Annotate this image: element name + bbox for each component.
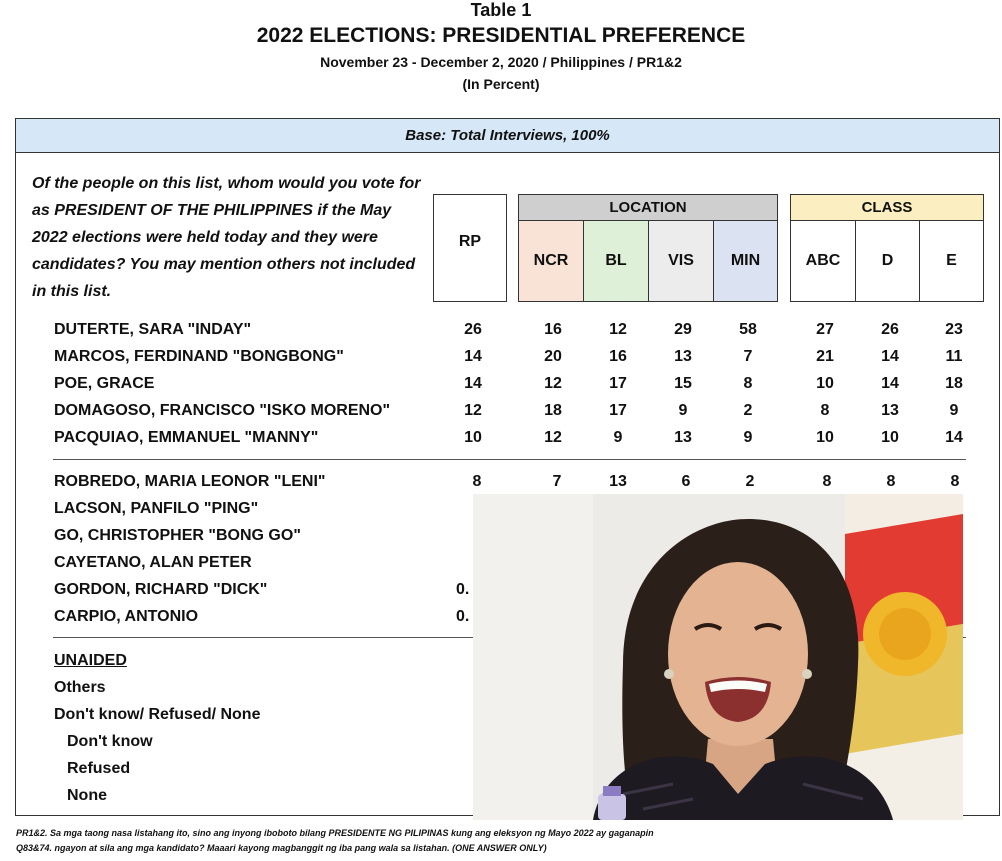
candidate-name: GO, CHRISTOPHER "BONG GO" bbox=[54, 527, 301, 544]
table-row bbox=[0, 397, 1002, 424]
value-min: 8 bbox=[743, 375, 753, 392]
value-vis: 15 bbox=[674, 375, 692, 392]
value-abc: 10 bbox=[816, 429, 834, 446]
footnote-line-2: Q83&74. ngayon at sila ang mga kandidato? Maaari kayong magbanggit ng iba pang wala sa listahan. (ONE ANSWER ONLY) bbox=[16, 843, 547, 853]
candidate-name: POE, GRACE bbox=[54, 375, 155, 392]
table-row bbox=[0, 316, 1002, 343]
candidate-photo bbox=[473, 494, 963, 820]
candidate-name: DUTERTE, SARA "INDAY" bbox=[54, 321, 252, 338]
value-ncr: 20 bbox=[544, 348, 562, 365]
candidate-name: GORDON, RICHARD "DICK" bbox=[54, 581, 268, 598]
value-min: 58 bbox=[739, 321, 757, 338]
value-bl: 17 bbox=[609, 375, 627, 392]
value-vis: 13 bbox=[674, 429, 692, 446]
value-min: 9 bbox=[743, 429, 753, 446]
none-label: None bbox=[67, 787, 107, 804]
value-bl: 13 bbox=[609, 473, 627, 490]
value-rp: 14 bbox=[464, 375, 482, 392]
table-row bbox=[0, 343, 1002, 370]
value-e: 11 bbox=[945, 348, 963, 365]
value-rp: 26 bbox=[464, 321, 482, 338]
candidate-name: CAYETANO, ALAN PETER bbox=[54, 554, 252, 571]
value-min: 2 bbox=[743, 402, 753, 419]
dk-group-label: Don't know/ Refused/ None bbox=[54, 706, 261, 723]
refused-label: Refused bbox=[67, 760, 131, 777]
col-header-d: D bbox=[855, 220, 920, 302]
value-d: 26 bbox=[881, 321, 899, 338]
value-min: 7 bbox=[743, 348, 753, 365]
value-abc: 8 bbox=[820, 402, 830, 419]
value-ncr: 12 bbox=[544, 429, 562, 446]
value-e: 14 bbox=[945, 429, 963, 446]
value-rp-partial: 0. bbox=[456, 581, 470, 598]
footnote-line-1: PR1&2. Sa mga taong nasa listahang ito, sino ang inyong iboboto bilang PRESIDENTE NG PILIPINAS kung ang eleksyon ng Mayo 2022 ay gaganapin bbox=[16, 828, 654, 838]
value-rp: 14 bbox=[464, 348, 482, 365]
value-bl: 16 bbox=[609, 348, 627, 365]
table-subtitle: November 23 - December 2, 2020 / Philippines / PR1&2 bbox=[320, 54, 682, 70]
value-vis: 29 bbox=[674, 321, 692, 338]
value-e: 23 bbox=[945, 321, 963, 338]
candidate-name: MARCOS, FERDINAND "BONGBONG" bbox=[54, 348, 344, 365]
value-e: 8 bbox=[950, 473, 960, 490]
table-number: Table 1 bbox=[470, 0, 532, 20]
col-header-rp-label: RP bbox=[458, 233, 482, 250]
value-abc: 10 bbox=[816, 375, 834, 392]
value-bl: 12 bbox=[609, 321, 627, 338]
col-header-rp bbox=[433, 194, 507, 302]
col-header-e: E bbox=[919, 220, 984, 302]
value-vis: 13 bbox=[674, 348, 692, 365]
col-header-abc: ABC bbox=[790, 220, 856, 302]
col-header-min: MIN bbox=[713, 220, 778, 302]
value-d: 14 bbox=[881, 375, 899, 392]
candidate-photo-illustration bbox=[473, 494, 963, 820]
col-header-vis: VIS bbox=[648, 220, 714, 302]
value-min: 2 bbox=[745, 473, 755, 490]
value-vis: 9 bbox=[678, 402, 688, 419]
col-header-ncr: NCR bbox=[518, 220, 584, 302]
table-row bbox=[0, 424, 1002, 451]
survey-question: Of the people on this list, whom would you vote for as PRESIDENT OF THE PHILIPPINES if the May 2022 elections were held today and they were candidates? You may mention others not included in this list. bbox=[32, 175, 421, 300]
value-abc: 27 bbox=[816, 321, 834, 338]
table-unit: (In Percent) bbox=[462, 76, 540, 92]
value-e: 18 bbox=[945, 375, 963, 392]
candidate-name: ROBREDO, MARIA LEONOR "LENI" bbox=[54, 473, 326, 490]
value-rp: 12 bbox=[464, 402, 482, 419]
value-d: 8 bbox=[886, 473, 896, 490]
value-e: 9 bbox=[949, 402, 959, 419]
value-ncr: 18 bbox=[544, 402, 562, 419]
value-vis: 6 bbox=[681, 473, 691, 490]
candidate-name: DOMAGOSO, FRANCISCO "ISKO MORENO" bbox=[54, 402, 391, 419]
base-label: Base: Total Interviews, 100% bbox=[16, 119, 999, 153]
value-rp-partial: 0. bbox=[456, 608, 470, 625]
value-bl: 9 bbox=[613, 429, 623, 446]
value-bl: 17 bbox=[609, 402, 627, 419]
candidate-name: PACQUIAO, EMMANUEL "MANNY" bbox=[54, 429, 319, 446]
value-d: 10 bbox=[881, 429, 899, 446]
group-header-class: CLASS bbox=[790, 194, 984, 221]
value-ncr: 7 bbox=[552, 473, 562, 490]
value-ncr: 12 bbox=[544, 375, 562, 392]
row-separator bbox=[53, 459, 966, 460]
col-header-bl: BL bbox=[583, 220, 649, 302]
table-title: 2022 ELECTIONS: PRESIDENTIAL PREFERENCE bbox=[256, 24, 746, 47]
value-abc: 8 bbox=[822, 473, 832, 490]
candidate-name: LACSON, PANFILO "PING" bbox=[54, 500, 259, 517]
value-rp: 8 bbox=[472, 473, 482, 490]
value-ncr: 16 bbox=[544, 321, 562, 338]
candidate-name: CARPIO, ANTONIO bbox=[54, 608, 199, 625]
value-d: 13 bbox=[881, 402, 899, 419]
table-row bbox=[0, 468, 1002, 495]
value-abc: 21 bbox=[816, 348, 834, 365]
value-rp: 10 bbox=[464, 429, 482, 446]
unaided-heading: UNAIDED bbox=[54, 652, 127, 669]
group-header-location: LOCATION bbox=[518, 194, 778, 221]
others-label: Others bbox=[54, 679, 106, 696]
value-d: 14 bbox=[881, 348, 899, 365]
table-row bbox=[0, 370, 1002, 397]
dont-know-label: Don't know bbox=[67, 733, 153, 750]
